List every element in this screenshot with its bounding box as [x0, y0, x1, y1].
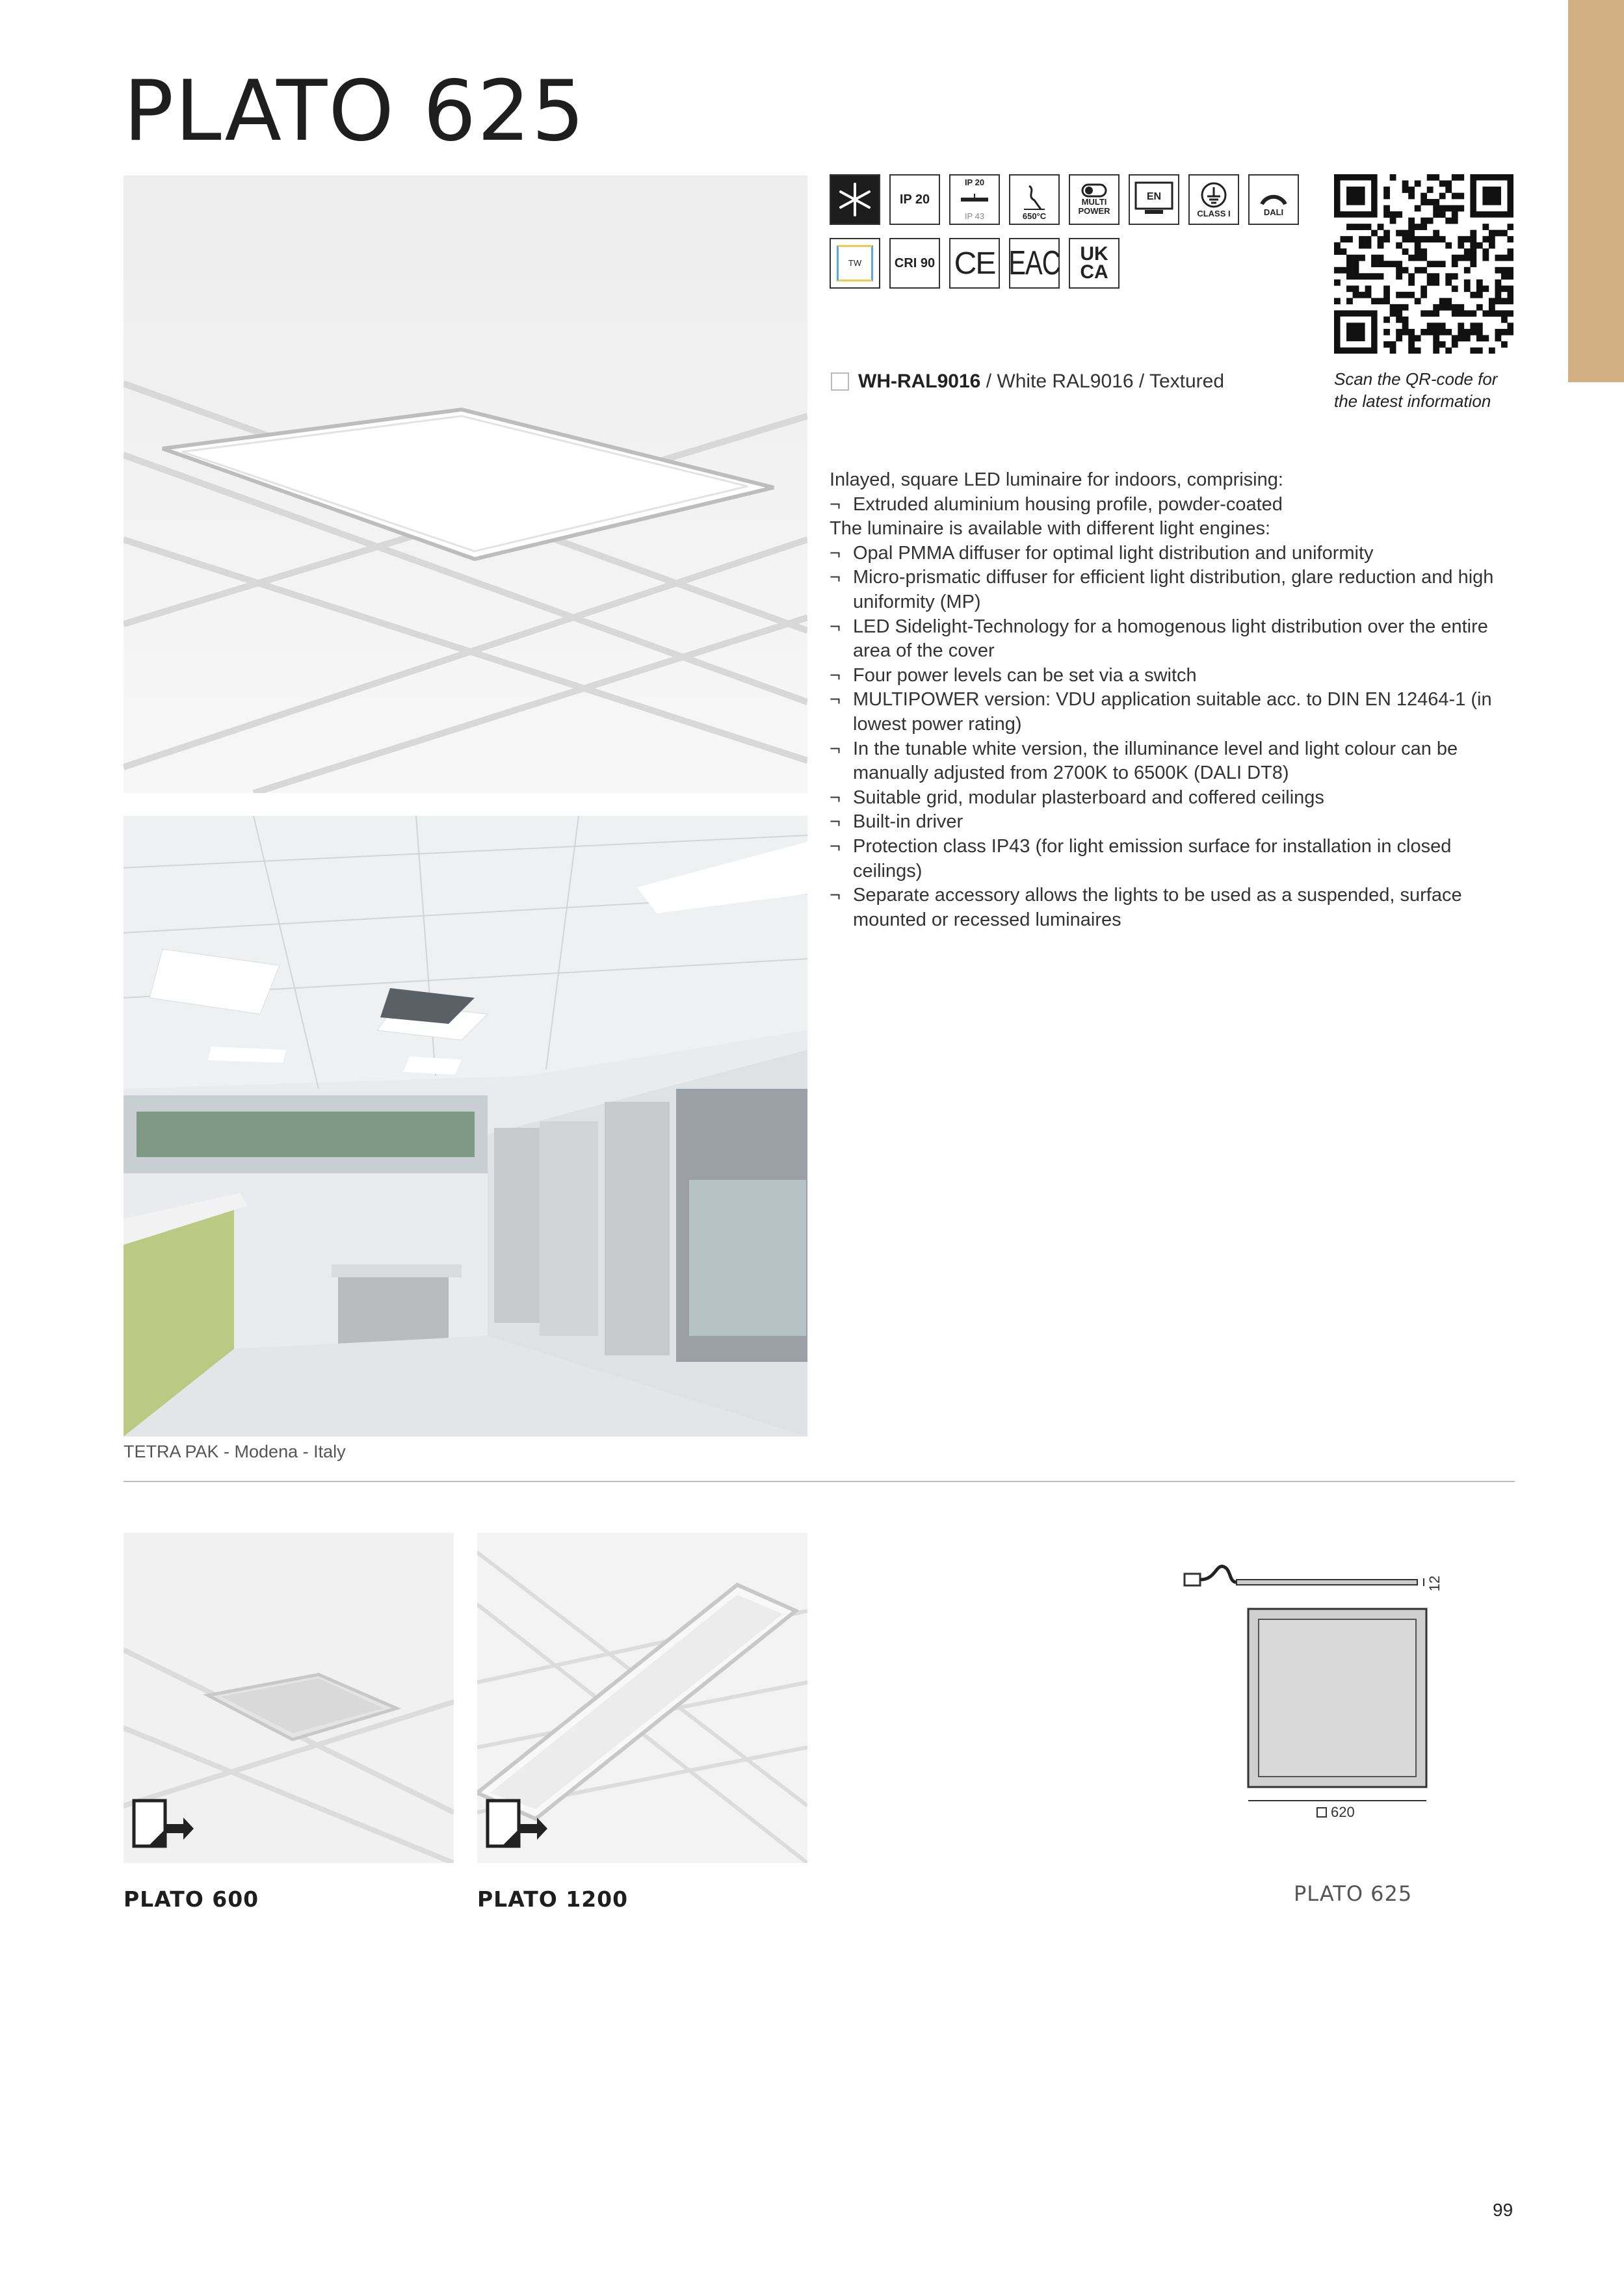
bullet-mark: ¬	[830, 616, 841, 637]
description-bullet: ¬ MULTIPOWER version: VDU application suitable acc. to DIN EN 12464-1 (in lowest power rating)	[830, 689, 1492, 735]
installation-photo-lab	[124, 816, 807, 1437]
description-line: Inlayed, square LED luminaire for indoors, comprising:	[830, 469, 1283, 490]
bullet-mark: ¬	[830, 542, 841, 564]
ip-dual-icon: IP 20 IP 43	[949, 174, 1000, 225]
description-bullet: ¬ Opal PMMA diffuser for optimal light distribution and uniformity	[830, 541, 1519, 566]
bullet-mark: ¬	[830, 664, 841, 686]
qr-code[interactable]	[1334, 174, 1513, 354]
variant-name-plato-1200: PLATO 1200	[477, 1886, 629, 1912]
glow-wire-icon: 650°C	[1009, 174, 1060, 225]
photo-caption: TETRA PAK - Modena - Italy	[124, 1442, 346, 1461]
description-bullet: ¬ Micro-prismatic diffuser for efficient light distribution, glare reduction and high uniformity (MP)	[830, 567, 1494, 612]
description-bullet: ¬ Suitable grid, modular plasterboard and coffered ceilings	[830, 786, 1519, 811]
width-dimension: 620	[1331, 1804, 1355, 1820]
finish-swatch	[831, 372, 849, 391]
variant-photo-plato-600[interactable]	[124, 1533, 454, 1863]
description-bullet: ¬ LED Sidelight-Technology for a homogenous light distribution over the entire area of the cover	[830, 616, 1488, 662]
finish-description: / White RAL9016 / Textured	[986, 371, 1225, 392]
cri-icon: CRI 90	[889, 238, 940, 289]
product-photo-ceiling	[124, 176, 807, 793]
bullet-mark: ¬	[830, 567, 841, 588]
page-title: PLATO 625	[124, 63, 586, 160]
description-bullet: ¬ Four power levels can be set via a switch	[830, 664, 1519, 688]
section-divider	[124, 1481, 1515, 1482]
tunable-white-icon: TW	[830, 238, 880, 289]
variant-photo-plato-1200[interactable]	[477, 1533, 807, 1863]
page-number: 99	[1493, 2200, 1513, 2220]
description-bullet: ¬ Protection class IP43 (for light emission surface for installation in closed ceilings)	[830, 835, 1452, 881]
product-description	[830, 468, 1519, 932]
finish-option	[831, 371, 1224, 393]
description-bullet: ¬ Extruded aluminium housing profile, powder-coated	[830, 493, 1519, 517]
bullet-mark: ¬	[830, 493, 841, 515]
section-color-tab	[1568, 0, 1624, 382]
lab-interior-illustration	[124, 816, 807, 1437]
feature-icons-row-2	[830, 238, 1120, 289]
bullet-mark: ¬	[830, 885, 841, 906]
description-bullet: ¬ In the tunable white version, the illuminance level and light colour can be manually adjusted from 2700K to 6500K (DALI DT8)	[830, 738, 1458, 784]
protection-class-icon: CLASS I	[1188, 174, 1239, 225]
feature-icons-row-1	[830, 174, 1299, 225]
finish-code: WH-RAL9016	[858, 371, 981, 392]
eac-mark-icon: EAC	[1009, 238, 1060, 289]
height-dimension: 12	[1426, 1575, 1443, 1592]
ukca-mark-icon: UK CA	[1069, 238, 1120, 289]
ceiling-panel-illustration	[124, 176, 807, 793]
qr-note: Scan the QR-code for the latest information	[1334, 369, 1498, 411]
technical-drawing	[1177, 1560, 1450, 1833]
en-standard-icon	[1129, 174, 1179, 225]
description-bullet: ¬ Separate accessory allows the lights to be used as a suspended, surface mounted or recessed luminaires	[830, 885, 1462, 930]
bullet-mark: ¬	[830, 689, 841, 711]
description-bullet: ¬ Built-in driver	[830, 810, 1519, 835]
bullet-mark: ¬	[830, 811, 841, 833]
svg-text:EN: EN	[1146, 191, 1162, 202]
bullet-mark: ¬	[830, 738, 841, 759]
description-line: The luminaire is available with different light engines:	[830, 518, 1271, 540]
light-engine-icon	[830, 174, 880, 225]
bullet-mark: ¬	[830, 835, 841, 857]
variant-name-plato-600: PLATO 600	[124, 1886, 259, 1912]
dali-icon: DALI	[1248, 174, 1299, 225]
ce-mark-icon: CE	[949, 238, 1000, 289]
qr-code-image	[1334, 174, 1513, 354]
bullet-mark: ¬	[830, 787, 841, 808]
drawing-name: PLATO 625	[1294, 1881, 1413, 1906]
ip-rating-icon: IP 20	[889, 174, 940, 225]
multipower-icon: MULTI POWER	[1069, 174, 1120, 225]
